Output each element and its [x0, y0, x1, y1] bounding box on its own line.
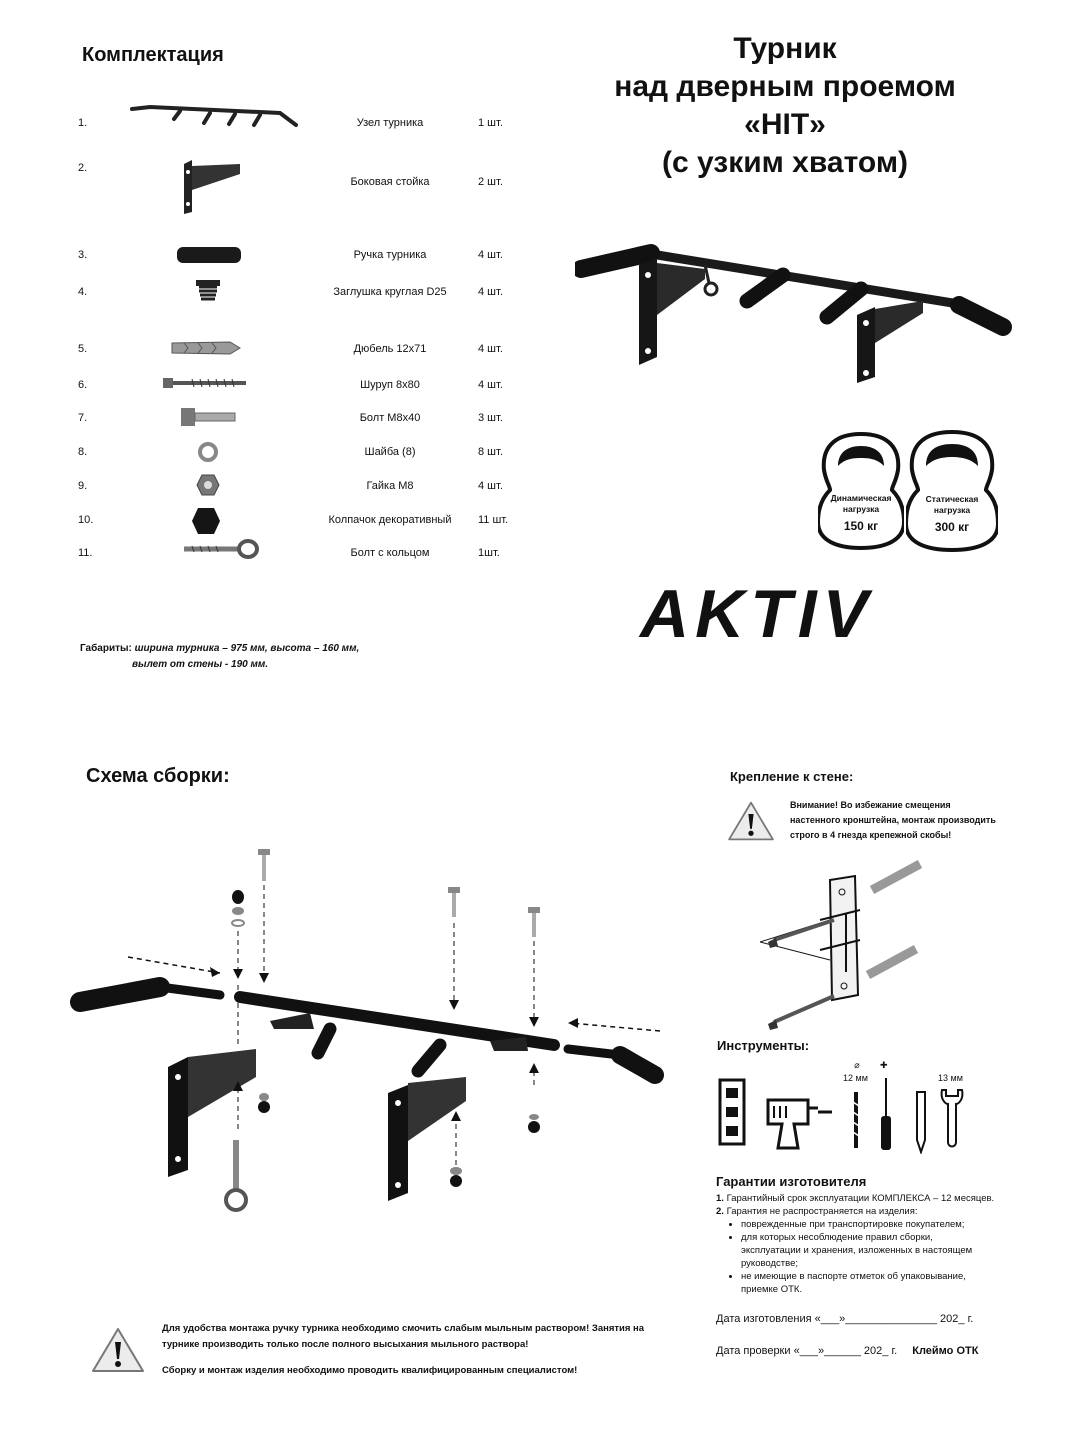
dims-label: Габариты:: [80, 643, 132, 654]
eye-bolt-icon: [182, 537, 260, 561]
dynamic-load-badge: [818, 430, 904, 550]
wrench-icon: [938, 1086, 966, 1154]
kit-num: 10.: [78, 514, 94, 526]
inspection-date: [716, 1345, 978, 1357]
screw-icon: [162, 376, 248, 390]
tools-heading: Инструменты:: [717, 1038, 810, 1053]
wall-warning-2: настенного кронштейна, монтаж производить: [790, 815, 996, 825]
assembly-note-1: Для удобства монтажа ручку турника необходимо смочить слабым мыльным раствором! Занятия на: [162, 1323, 645, 1334]
warranty-p2-num: 2.: [716, 1206, 724, 1217]
title-line-4: (с узким хватом): [661, 146, 909, 179]
kit-qty: 4 шт.: [478, 480, 503, 492]
kit-num: 7.: [78, 412, 88, 424]
static-load-badge: [906, 428, 998, 552]
assembly-note-3: Сборку и монтаж изделия необходимо проводить квалифицированным специалистом!: [162, 1365, 578, 1376]
kit-qty: 4 шт.: [478, 379, 503, 391]
kit-row-6: [0, 379, 540, 409]
kit-row-11: [0, 547, 540, 577]
dims-line-2: вылет от стены - 190 мм.: [132, 659, 269, 670]
list-item: • для которых несоблюдение правил сборки, эксплуатации и хранения, изложенных в настоящем руководстве;: [741, 1231, 991, 1270]
wall-plug-icon: [170, 339, 242, 357]
kit-name: Ручка турника: [353, 249, 427, 261]
kit-row-5: [0, 343, 540, 373]
kit-num: 3.: [78, 249, 88, 261]
dims-line-1: ширина турника – 975 мм, высота – 160 мм,: [134, 643, 360, 654]
kit-row-1: [0, 117, 540, 147]
warranty-exclusions: [716, 1218, 1046, 1296]
list-item: • поврежденные при транспортировке покупателем;: [741, 1218, 1046, 1231]
kit-num: 8.: [78, 446, 88, 458]
dynamic-load-value: 150 кг: [843, 519, 879, 533]
kit-row-9: [0, 480, 540, 510]
kit-qty: 2 шт.: [478, 176, 503, 188]
kit-row-3: [0, 249, 540, 279]
assembly-diagram: [70, 845, 670, 1215]
kit-num: 6.: [78, 379, 88, 391]
static-label-2: нагрузка: [933, 505, 971, 515]
drill-icon: [764, 1096, 834, 1152]
list-item: • не имеющие в паспорте отметок об упаковывание, приемке ОТК.: [741, 1270, 991, 1296]
dynamic-label-2: нагрузка: [842, 504, 880, 514]
manufacture-date: Дата изготовления «___»_______________ 202_ г.: [716, 1313, 974, 1325]
kit-heading: Комплектация: [82, 44, 224, 66]
wrench-size: 13 мм: [938, 1073, 963, 1083]
kit-name: Гайка М8: [366, 480, 414, 492]
kit-qty: 4 шт.: [478, 286, 503, 298]
brand-logo: AKTIV: [640, 576, 874, 652]
kit-num: 2.: [78, 162, 88, 174]
end-cap-icon: [192, 278, 224, 306]
wall-warning-3: строго в 4 гнезда крепежной скобы!: [790, 830, 952, 840]
kit-qty: 4 шт.: [478, 249, 503, 261]
screwdriver-cross-icon: ✚: [880, 1060, 888, 1070]
kit-name: Болт М8х40: [359, 412, 421, 424]
side-bracket-icon: [178, 158, 248, 218]
level-icon: [718, 1078, 746, 1146]
kit-name: Узел турника: [356, 117, 424, 129]
decorative-cap-icon: [190, 506, 222, 536]
screwdriver-icon: [879, 1076, 893, 1152]
qc-stamp: Клеймо ОТК: [912, 1345, 979, 1357]
kit-num: 4.: [78, 286, 88, 298]
kit-num: 11.: [78, 547, 93, 559]
dimensions: [80, 641, 359, 673]
warranty-p1-num: 1.: [716, 1193, 724, 1204]
kit-row-10: [0, 514, 540, 544]
warranty-heading: Гарантии изготовителя: [716, 1174, 867, 1189]
pencil-icon: [914, 1090, 928, 1154]
kit-name: Шайба (8): [364, 446, 416, 458]
kit-qty: 4 шт.: [478, 343, 503, 355]
nut-icon: [196, 474, 220, 496]
warranty-p1: Гарантийный срок эксплуатации КОМПЛЕКСА – 12 месяцев.: [726, 1193, 995, 1204]
kit-name: Заглушка круглая D25: [333, 286, 447, 298]
warning-icon: [90, 1326, 146, 1374]
kit-qty: 3 шт.: [478, 412, 503, 424]
bolt-icon: [180, 407, 236, 427]
kit-qty: 1 шт.: [478, 117, 503, 129]
dynamic-label-1: Динамическая: [830, 493, 892, 503]
drill-bit-icon: [850, 1090, 862, 1150]
kit-qty: 11 шт.: [478, 514, 509, 526]
page-title: [560, 30, 1010, 182]
product-illustration: [575, 235, 1015, 385]
kit-qty: 8 шт.: [478, 446, 503, 458]
kit-name: Шуруп 8х80: [360, 379, 420, 391]
title-line-3: «HIT»: [744, 108, 826, 141]
static-label-1: Статическая: [925, 494, 979, 504]
assembly-note: [162, 1321, 682, 1379]
inspection-date-text: Дата проверки «___»______ 202_ г.: [716, 1345, 898, 1357]
pullup-bar-icon: [130, 105, 300, 135]
assembly-heading: Схема сборки:: [86, 765, 230, 787]
kit-row-8: [0, 446, 540, 476]
kit-qty: 1шт.: [478, 547, 500, 559]
kit-num: 9.: [78, 480, 88, 492]
washer-icon: [198, 442, 218, 462]
drill-bit-size: 12 мм: [843, 1073, 868, 1083]
kit-name: Дюбель 12х71: [353, 343, 427, 355]
warranty-section: [716, 1175, 1046, 1296]
title-line-1: Турник: [733, 32, 837, 65]
assembly-note-2: турнике производить только после полного высыхания мыльного раствора!: [162, 1339, 529, 1350]
kit-num: 1.: [78, 117, 88, 129]
kit-row-4: [0, 286, 540, 316]
kit-row-7: [0, 412, 540, 442]
warning-icon: [726, 800, 776, 842]
title-line-2: над дверным проемом: [614, 70, 956, 103]
drill-bit-diameter-icon: ⌀: [854, 1060, 860, 1070]
wall-warning: [790, 798, 996, 843]
kit-name: Болт с кольцом: [350, 547, 430, 559]
wall-mount-diagram: [760, 850, 940, 1035]
kit-name: Колпачок декоративный: [328, 514, 452, 526]
kit-name: Боковая стойка: [350, 176, 430, 188]
grip-handle-icon: [176, 245, 242, 265]
wall-warning-1: Внимание! Во избежание смещения: [790, 800, 951, 810]
static-load-value: 300 кг: [934, 520, 970, 534]
kit-num: 5.: [78, 343, 88, 355]
kit-row-2: [0, 162, 540, 192]
wall-heading: Крепление к стене:: [730, 769, 854, 784]
warranty-p2: Гарантия не распространяется на изделия:: [726, 1206, 918, 1217]
